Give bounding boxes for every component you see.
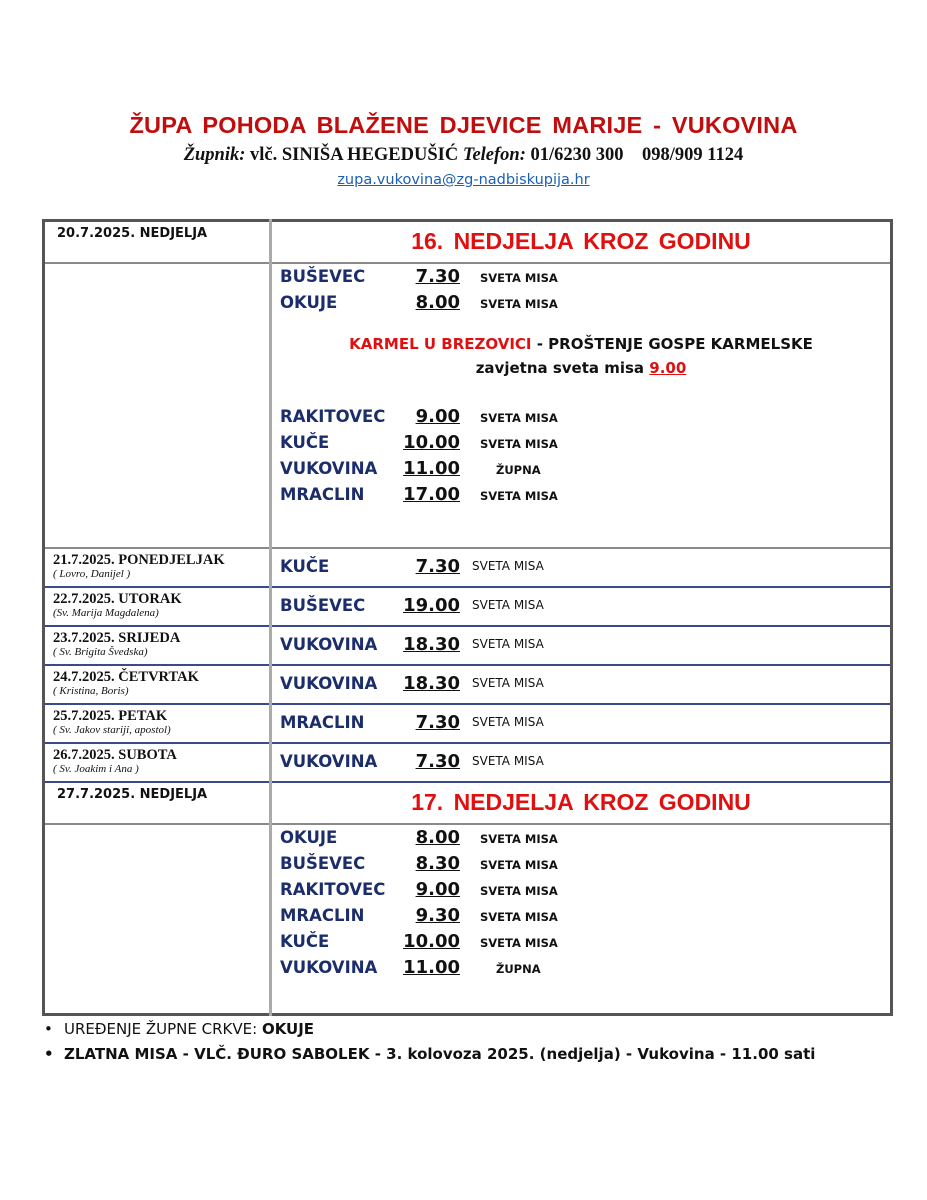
mass-place: OKUJE — [280, 828, 338, 847]
mass-type: SVETA MISA — [480, 437, 558, 451]
mass-time: 7.30 — [415, 266, 460, 287]
mass-place: BUŠEVEC — [280, 854, 366, 873]
mass-place: RAKITOVEC — [280, 880, 386, 899]
mass-place: RAKITOVEC — [280, 407, 386, 426]
mass-type: SVETA MISA — [472, 559, 544, 573]
mass-entry — [272, 549, 890, 583]
mass-time: 9.00 — [415, 879, 460, 900]
note-item — [44, 1042, 815, 1067]
mass-time: 9.30 — [415, 905, 460, 926]
mass-time: 10.00 — [403, 931, 460, 952]
mass-place: BUŠEVEC — [280, 267, 366, 286]
weekday-date-cell — [44, 665, 271, 704]
mass-type: SVETA MISA — [472, 637, 544, 651]
weekday-row — [44, 587, 892, 626]
mass-place: VUKOVINA — [280, 751, 378, 771]
weekday-saint: (Sv. Marija Magdalena) — [53, 607, 159, 619]
weekday-mass-cell — [271, 548, 892, 587]
mass-time: 7.30 — [415, 711, 460, 733]
mass-entry — [272, 666, 890, 700]
sunday-title: 17. NEDJELJA KROZ GODINU — [411, 789, 751, 815]
weekday-row — [44, 548, 892, 587]
mass-entry — [272, 879, 890, 905]
mass-type: ŽUPNA — [496, 463, 541, 477]
mass-place: KUČE — [280, 433, 330, 452]
phone-2: 098/909 1124 — [642, 145, 744, 165]
mass-entry — [272, 266, 890, 292]
sunday-date: 20.7.2025. NEDJELJA — [44, 221, 271, 264]
mass-place: MRACLIN — [280, 485, 365, 504]
note-label: UREĐENJE ŽUPNE CRKVE: — [64, 1020, 262, 1038]
weekday-mass-cell — [271, 665, 892, 704]
weekday-row — [44, 704, 892, 743]
special-description: - PROŠTENJE GOSPE KARMELSKE — [531, 335, 813, 353]
mass-entry — [272, 957, 890, 983]
mass-place: BUŠEVEC — [280, 595, 366, 615]
weekday-date: 24.7.2025. ČETVRTAK — [53, 669, 199, 685]
empty-cell — [44, 263, 271, 548]
pastor-label: Župnik: — [183, 145, 246, 165]
note-value: OKUJE — [261, 1020, 315, 1038]
weekday-saint: ( Sv. Jakov stariji, apostol) — [53, 724, 171, 736]
weekday-date-cell — [44, 587, 271, 626]
mass-type: SVETA MISA — [480, 297, 558, 311]
mass-type: SVETA MISA — [480, 858, 558, 872]
bullet-icon: • — [44, 1020, 53, 1038]
mass-time: 9.00 — [415, 406, 460, 427]
mass-entry — [272, 432, 890, 458]
mass-type: ŽUPNA — [496, 962, 541, 976]
special-event — [272, 332, 890, 380]
sunday-header-row — [44, 782, 892, 824]
weekday-row — [44, 743, 892, 782]
mass-entry — [272, 744, 890, 778]
mass-entry — [272, 905, 890, 931]
sunday-title: 16. NEDJELJA KROZ GODINU — [411, 228, 751, 254]
weekday-date: 26.7.2025. SUBOTA — [53, 747, 177, 763]
mass-type: SVETA MISA — [472, 676, 544, 690]
sunday-masses-cell — [271, 263, 892, 548]
mass-time: 11.00 — [403, 458, 460, 479]
weekday-date-cell — [44, 704, 271, 743]
mass-entry — [272, 458, 890, 484]
weekday-mass-cell — [271, 743, 892, 782]
mass-time: 10.00 — [403, 432, 460, 453]
sunday-title-cell — [271, 782, 892, 824]
sunday-masses-cell — [271, 824, 892, 1015]
sunday-masses-row — [44, 263, 892, 548]
special-line2: zavjetna sveta misa — [475, 359, 650, 377]
weekday-date: 23.7.2025. SRIJEDA — [53, 630, 181, 646]
pastor-contact-line — [0, 145, 927, 166]
weekday-saint: ( Kristina, Boris) — [53, 685, 129, 697]
sunday-header-row — [44, 221, 892, 264]
weekday-date-cell — [44, 548, 271, 587]
mass-type: SVETA MISA — [472, 754, 544, 768]
phone-label: Telefon: — [462, 145, 526, 165]
mass-place: VUKOVINA — [280, 958, 378, 977]
mass-time: 8.00 — [415, 292, 460, 313]
mass-place: VUKOVINA — [280, 634, 378, 654]
empty-cell — [44, 824, 271, 1015]
mass-time: 19.00 — [403, 594, 460, 616]
pastor-name: vlč. SINIŠA HEGEDUŠIĆ — [250, 145, 459, 165]
mass-entry — [272, 705, 890, 739]
mass-type: SVETA MISA — [472, 598, 544, 612]
weekday-date: 25.7.2025. PETAK — [53, 708, 168, 724]
mass-time: 8.00 — [415, 827, 460, 848]
mass-type: SVETA MISA — [480, 884, 558, 898]
mass-type: SVETA MISA — [480, 489, 558, 503]
mass-type: SVETA MISA — [480, 271, 558, 285]
sunday-date: 27.7.2025. NEDJELJA — [44, 782, 271, 824]
mass-type: SVETA MISA — [480, 832, 558, 846]
weekday-date-cell — [44, 743, 271, 782]
weekday-mass-cell — [271, 704, 892, 743]
phone-1: 01/6230 300 — [530, 145, 624, 165]
mass-place: MRACLIN — [280, 712, 365, 732]
weekday-row — [44, 665, 892, 704]
mass-time: 8.30 — [415, 853, 460, 874]
mass-time: 18.30 — [403, 672, 460, 694]
sunday-title-cell — [271, 221, 892, 264]
weekday-date-cell — [44, 626, 271, 665]
mass-place: KUČE — [280, 556, 330, 576]
mass-entry — [272, 406, 890, 432]
mass-time: 18.30 — [403, 633, 460, 655]
mass-entry — [272, 827, 890, 853]
weekday-mass-cell — [271, 587, 892, 626]
mass-type: SVETA MISA — [480, 910, 558, 924]
weekday-saint: ( Lovro, Danijel ) — [53, 568, 131, 580]
special-time: 9.00 — [649, 359, 687, 377]
mass-entry — [272, 627, 890, 661]
mass-time: 11.00 — [403, 957, 460, 978]
bullet-icon: • — [44, 1045, 54, 1063]
mass-type: SVETA MISA — [480, 936, 558, 950]
mass-entry — [272, 484, 890, 510]
mass-entry — [272, 853, 890, 879]
weekday-saint: ( Sv. Brigita Švedska) — [53, 646, 148, 658]
mass-entry — [272, 588, 890, 622]
parish-title: ŽUPA POHODA BLAŽENE DJEVICE MARIJE - VUKOVINA — [129, 112, 798, 138]
mass-place: KUČE — [280, 932, 330, 951]
mass-time: 7.30 — [415, 750, 460, 772]
email-link[interactable]: zupa.vukovina@zg-nadbiskupija.hr — [337, 172, 590, 188]
weekday-saint: ( Sv. Joakim i Ana ) — [53, 763, 139, 775]
mass-entry — [272, 292, 890, 318]
mass-type: SVETA MISA — [472, 715, 544, 729]
mass-schedule-table — [42, 219, 893, 1016]
mass-place: VUKOVINA — [280, 673, 378, 693]
mass-type: SVETA MISA — [480, 411, 558, 425]
mass-place: VUKOVINA — [280, 459, 378, 478]
mass-place: OKUJE — [280, 293, 338, 312]
mass-place: MRACLIN — [280, 906, 365, 925]
weekday-mass-cell — [271, 626, 892, 665]
mass-entry — [272, 931, 890, 957]
mass-time: 7.30 — [415, 555, 460, 577]
weekday-date: 21.7.2025. PONEDJELJAK — [53, 552, 225, 568]
sunday-masses-row — [44, 824, 892, 1015]
special-location: KARMEL U BREZOVICI — [349, 335, 532, 353]
note-text: ZLATNA MISA - VLČ. ĐURO SABOLEK - 3. kolovoza 2025. (nedjelja) - Vukovina - 11.00 sati — [64, 1045, 816, 1063]
notes-list — [44, 1017, 815, 1067]
weekday-row — [44, 626, 892, 665]
note-item — [44, 1017, 815, 1042]
mass-time: 17.00 — [403, 484, 460, 505]
weekday-date: 22.7.2025. UTORAK — [53, 591, 182, 607]
